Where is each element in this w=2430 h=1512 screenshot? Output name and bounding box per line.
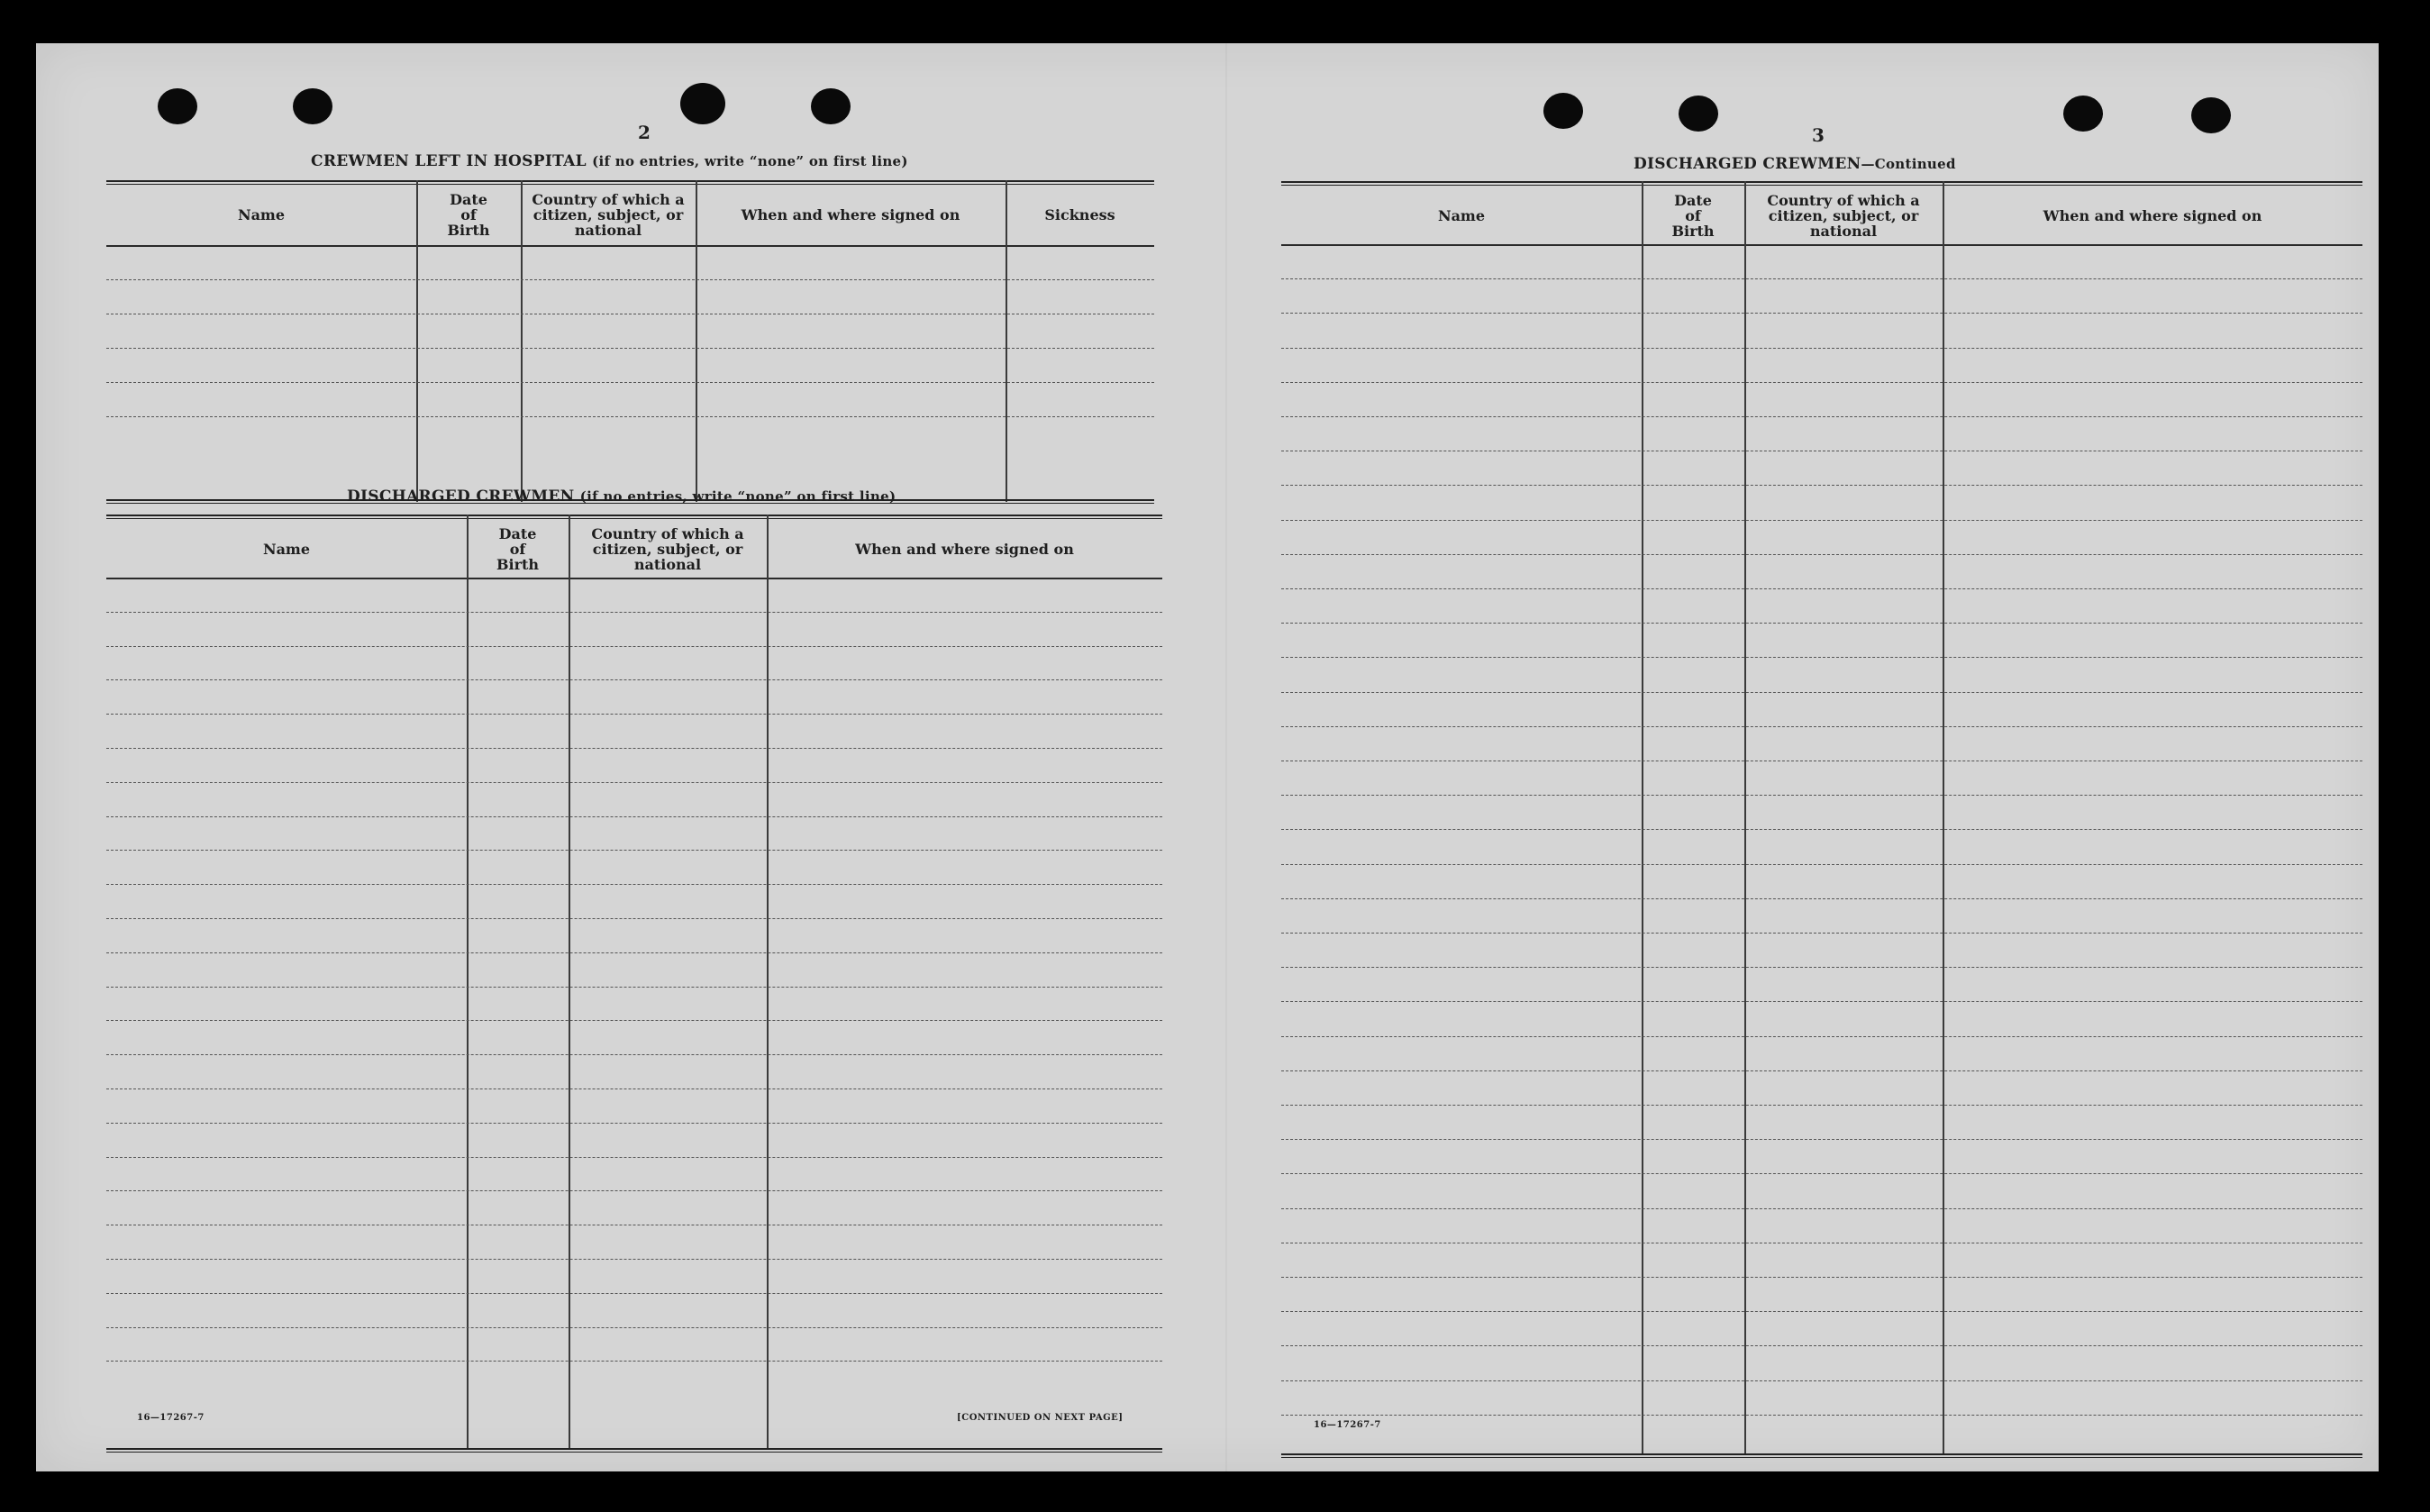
blank-entry-row <box>106 612 1162 613</box>
continued-label: —Continued <box>1861 156 1956 172</box>
blank-entry-row <box>106 816 1162 817</box>
header-country: Country of which a citizen, subject, or national <box>591 524 744 573</box>
header-date-of-birth: Date of Birth <box>447 190 490 239</box>
blank-entry-row <box>1281 1139 2362 1140</box>
blank-entry-row <box>1281 864 2362 865</box>
discharged-continued-text: DISCHARGED CREWMEN <box>1634 155 1861 173</box>
blank-entry-row <box>106 987 1162 988</box>
blank-entry-row <box>1281 1001 2362 1002</box>
blank-entry-row <box>106 850 1162 851</box>
discharged-table <box>106 515 1162 1452</box>
hospital-title-text: CREWMEN LEFT IN HOSPITAL <box>311 152 587 170</box>
blank-entry-row <box>1281 485 2362 486</box>
discharged-continued-table <box>1281 181 2362 1461</box>
punch-hole <box>2191 97 2231 133</box>
form-code-left: 16—17267-7 <box>137 1413 205 1423</box>
header-sickness: Sickness <box>1044 205 1115 223</box>
header-date-of-birth: Date of Birth <box>496 524 540 573</box>
punch-hole <box>293 88 332 124</box>
continued-notice: [CONTINUED ON NEXT PAGE] <box>957 1413 1124 1423</box>
blank-entry-row <box>1281 313 2362 314</box>
column-divider <box>1943 181 1944 1455</box>
blank-entry-row <box>106 279 1154 280</box>
blank-entry-row <box>106 1123 1162 1124</box>
blank-entry-row <box>1281 1105 2362 1106</box>
blank-entry-row <box>106 884 1162 885</box>
header-bottom-rule <box>1281 244 2362 246</box>
blank-entry-row <box>106 918 1162 919</box>
blank-entry-row <box>106 1259 1162 1260</box>
blank-entry-row <box>106 1293 1162 1294</box>
hospital-title-note: (if no entries, write “none” on first line) <box>592 153 908 169</box>
blank-entry-row <box>106 348 1154 349</box>
blank-entry-row <box>1281 554 2362 555</box>
column-divider <box>416 180 418 502</box>
blank-entry-row <box>106 382 1154 383</box>
table-top-rule <box>106 515 1162 519</box>
discharged-section-title <box>347 487 896 506</box>
blank-entry-row <box>1281 1415 2362 1416</box>
blank-entry-row <box>1281 795 2362 796</box>
blank-entry-row <box>1281 588 2362 589</box>
punch-hole <box>158 88 197 124</box>
blank-entry-row <box>1281 692 2362 693</box>
punch-hole <box>1543 93 1583 129</box>
punch-hole <box>680 83 725 124</box>
blank-entry-row <box>1281 520 2362 521</box>
page-number-right: 3 <box>1812 124 1825 146</box>
blank-entry-row <box>1281 278 2362 279</box>
header-country: Country of which a citizen, subject, or national <box>532 190 685 239</box>
blank-entry-row <box>106 679 1162 680</box>
blank-entry-row <box>1281 1173 2362 1174</box>
column-divider <box>767 515 769 1450</box>
header-signed-on: When and where signed on <box>855 540 1074 558</box>
column-divider <box>1006 180 1007 502</box>
blank-entry-row <box>106 1088 1162 1089</box>
blank-entry-row <box>1281 933 2362 934</box>
blank-entry-row <box>1281 967 2362 968</box>
column-divider <box>696 180 697 502</box>
table-top-rule <box>1281 181 2362 186</box>
blank-entry-row <box>106 1361 1162 1362</box>
header-name: Name <box>1437 206 1486 224</box>
blank-entry-row <box>106 1020 1162 1021</box>
blank-entry-row <box>1281 416 2362 417</box>
header-signed-on: When and where signed on <box>2043 206 2262 224</box>
table-top-rule <box>106 180 1154 185</box>
hospital-table <box>106 180 1154 505</box>
blank-entry-row <box>1281 623 2362 624</box>
form-sheet <box>36 43 2379 1471</box>
blank-entry-row <box>1281 1036 2362 1037</box>
table-bottom-rule <box>1281 1453 2362 1458</box>
blank-entry-row <box>1281 1345 2362 1346</box>
discharged-title-text: DISCHARGED CREWMEN <box>347 487 575 506</box>
blank-entry-row <box>106 1157 1162 1158</box>
discharged-title-note: (if no entries, write “none” on first line) <box>579 488 896 505</box>
punch-hole <box>2063 96 2103 132</box>
blank-entry-row <box>106 1190 1162 1191</box>
blank-entry-row <box>1281 1070 2362 1071</box>
blank-entry-row <box>1281 657 2362 658</box>
blank-entry-row <box>1281 726 2362 727</box>
header-bottom-rule <box>106 578 1162 579</box>
blank-entry-row <box>1281 348 2362 349</box>
column-divider <box>467 515 469 1450</box>
column-divider <box>1744 181 1746 1455</box>
header-name: Name <box>237 205 286 223</box>
discharged-continued-title <box>1634 155 1956 173</box>
blank-entry-row <box>106 1327 1162 1328</box>
blank-entry-row <box>1281 829 2362 830</box>
center-fold <box>1225 43 1227 1471</box>
blank-entry-row <box>1281 1311 2362 1312</box>
table-bottom-rule <box>106 1448 1162 1453</box>
blank-entry-row <box>106 714 1162 715</box>
header-date-of-birth: Date of Birth <box>1671 191 1715 240</box>
header-signed-on: When and where signed on <box>741 205 960 223</box>
header-name: Name <box>262 540 311 558</box>
blank-entry-row <box>1281 1277 2362 1278</box>
header-bottom-rule <box>106 245 1154 247</box>
punch-hole <box>811 88 851 124</box>
blank-entry-row <box>106 748 1162 749</box>
blank-entry-row <box>106 952 1162 953</box>
form-code-right: 16—17267-7 <box>1314 1420 1381 1430</box>
blank-entry-row <box>106 416 1154 417</box>
page-number-left: 2 <box>638 122 651 143</box>
blank-entry-row <box>106 782 1162 783</box>
hospital-section-title <box>311 152 908 170</box>
blank-entry-row <box>1281 1208 2362 1209</box>
header-country: Country of which a citizen, subject, or national <box>1767 191 1920 240</box>
column-divider <box>521 180 523 502</box>
punch-hole <box>1679 96 1718 132</box>
blank-entry-row <box>1281 898 2362 899</box>
blank-entry-row <box>106 646 1162 647</box>
blank-entry-row <box>1281 1380 2362 1381</box>
blank-entry-row <box>106 1054 1162 1055</box>
column-divider <box>1642 181 1643 1455</box>
column-divider <box>569 515 570 1450</box>
blank-entry-row <box>1281 382 2362 383</box>
